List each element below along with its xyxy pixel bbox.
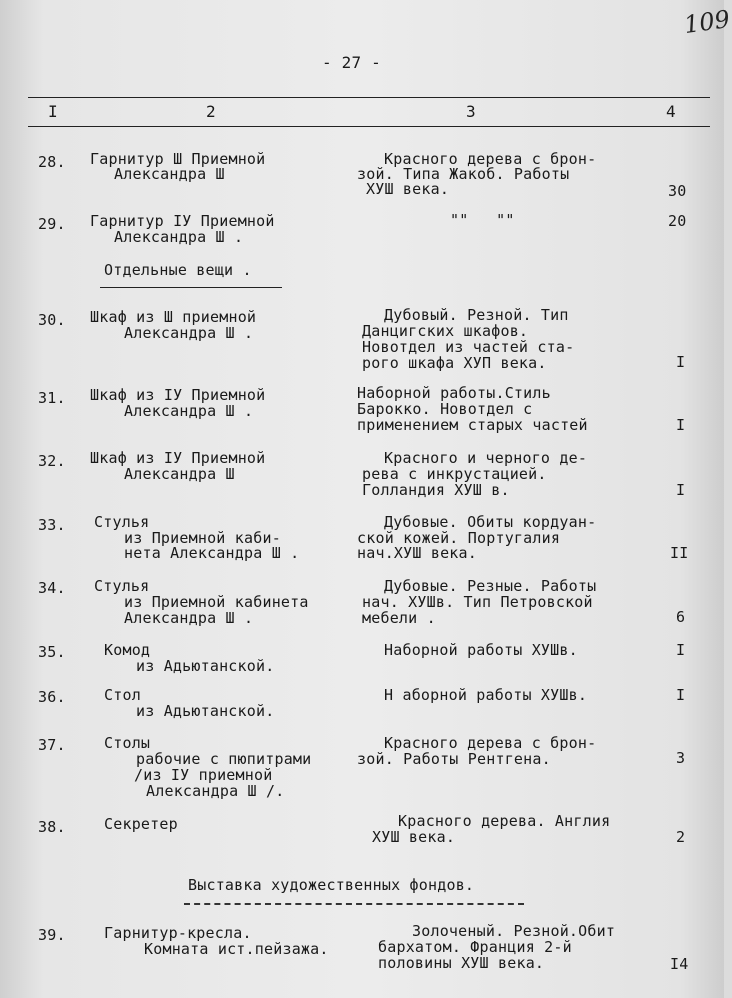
table-top-rule [28,97,710,98]
item-description-line: ской кожей. Португалия [357,529,561,547]
item-name-line: Стол [104,686,141,704]
item-name-line: Александра Ш /. [146,782,285,800]
item-name-line: Комната ист.пейзажа. [144,940,329,958]
section-underline [100,287,282,288]
row-number: 32. [38,452,66,470]
item-description-line: нач.ХУШ века. [357,544,477,562]
item-description-line: Дубовый. Резной. Тип [384,306,569,324]
item-description-line: Дубовые. Резные. Работы [384,577,597,595]
item-name-line: Столы [104,734,151,752]
item-description-line: бархатом. Франция 2-й [378,938,572,956]
item-name-line: Александра Ш . [124,609,254,627]
item-description-line: Барокко. Новотдел с [357,400,533,418]
page-number: - 27 - [322,53,381,72]
item-name-line: из Адьютанской. [136,657,275,675]
item-description-line: Н аборной работы ХУШв. [384,686,588,704]
item-quantity: II [670,544,689,562]
item-quantity: I4 [670,955,689,973]
item-description-line: Голландия ХУШ в. [362,481,510,499]
item-description-line: Наборной работы.Стиль [357,384,551,402]
item-name-line: рабочие с пюпитрами [136,750,312,768]
item-name-line: Александра Ш . [124,402,254,420]
item-name-line: из Приемной кабинета [124,593,309,611]
item-quantity: I [676,686,686,704]
item-description-line: мебели . [362,609,436,627]
row-number: 35. [38,643,66,661]
item-name-line: Александра Ш [124,465,235,483]
item-quantity: 30 [668,182,687,200]
item-description-line: Наборной работы ХУШв. [384,641,578,659]
item-quantity: 3 [676,749,686,767]
item-description-line: зой. Работы Рентгена. [357,750,551,768]
item-name-line: Гарнитур Ш Приемной [90,150,266,168]
item-name-line: Гарнитур IУ Приемной [90,212,275,230]
item-name-line: Александра Ш . [124,324,254,342]
item-name-line: Шкаф из Ш приемной [90,308,257,326]
row-number: 37. [38,736,66,754]
row-number: 38. [38,818,66,836]
row-number: 34. [38,579,66,597]
item-description-line: Красного дерева с брон- [384,734,597,752]
item-description-line: зой. Типа Жакоб. Работы [357,165,570,183]
item-description-line: ХУШ века. [372,828,456,846]
column-header-1: I [48,102,58,121]
item-name-line: Александра Ш [114,165,225,183]
item-quantity: I [676,641,686,659]
item-description-line: рева с инкрустацией. [362,465,547,483]
item-description-line: Красного дерева. Англия [398,812,611,830]
item-description-line: Новотдел из частей ста- [362,338,575,356]
item-quantity: I [676,353,686,371]
item-quantity: 2 [676,828,686,846]
row-number: 33. [38,516,66,534]
row-number: 29. [38,215,66,233]
table-header-rule [28,126,710,127]
row-number: 36. [38,688,66,706]
section-heading-separate-items: Отдельные вещи . [104,261,252,279]
item-quantity: 20 [668,212,687,230]
item-description-line: Красного и черного де- [384,449,588,467]
row-number: 31. [38,389,66,407]
item-description-line: рого шкафа ХУП века. [362,354,547,372]
item-name-line: /из IУ приемной [134,766,273,784]
item-description-line: Золоченый. Резной.Обит [412,922,616,940]
item-name-line: Шкаф из IУ Приемной [90,449,266,467]
column-header-2: 2 [206,102,216,121]
item-name-line: нета Александра Ш . [124,544,300,562]
item-name-line: Комод [104,641,151,659]
item-name-line: Секретер [104,815,178,833]
row-number: 30. [38,311,66,329]
item-description-line: Красного дерева с брон- [384,150,597,168]
row-number: 28. [38,153,66,171]
item-description-line: ХУШ века. [366,180,450,198]
section-heading-exhibition: Выставка художественных фондов. [188,876,475,894]
column-header-3: 3 [466,102,476,121]
item-description-line: "" "" [450,211,515,229]
item-name-line: Александра Ш . [114,228,244,246]
row-number: 39. [38,926,66,944]
item-quantity: I [676,481,686,499]
item-name-line: Гарнитур-кресла. [104,924,252,942]
item-description-line: применением старых частей [357,416,588,434]
item-name-line: из Приемной каби- [124,529,281,547]
item-name-line: Шкаф из IУ Приемной [90,386,266,404]
item-name-line: из Адьютанской. [136,702,275,720]
item-quantity: 6 [676,608,686,626]
item-description-line: половины ХУШ века. [378,954,545,972]
item-quantity: I [676,416,686,434]
item-name-line: Стулья [94,577,150,595]
item-description-line: Дубовые. Обиты кордуан- [384,513,597,531]
column-header-4: 4 [666,102,676,121]
handwritten-folio-number: 109 [682,4,732,40]
item-name-line: Стулья [94,513,150,531]
item-description-line: нач. ХУШв. Тип Петровской [362,593,593,611]
section-dashed-underline [184,903,524,905]
item-description-line: Данцигских шкафов. [362,322,529,340]
